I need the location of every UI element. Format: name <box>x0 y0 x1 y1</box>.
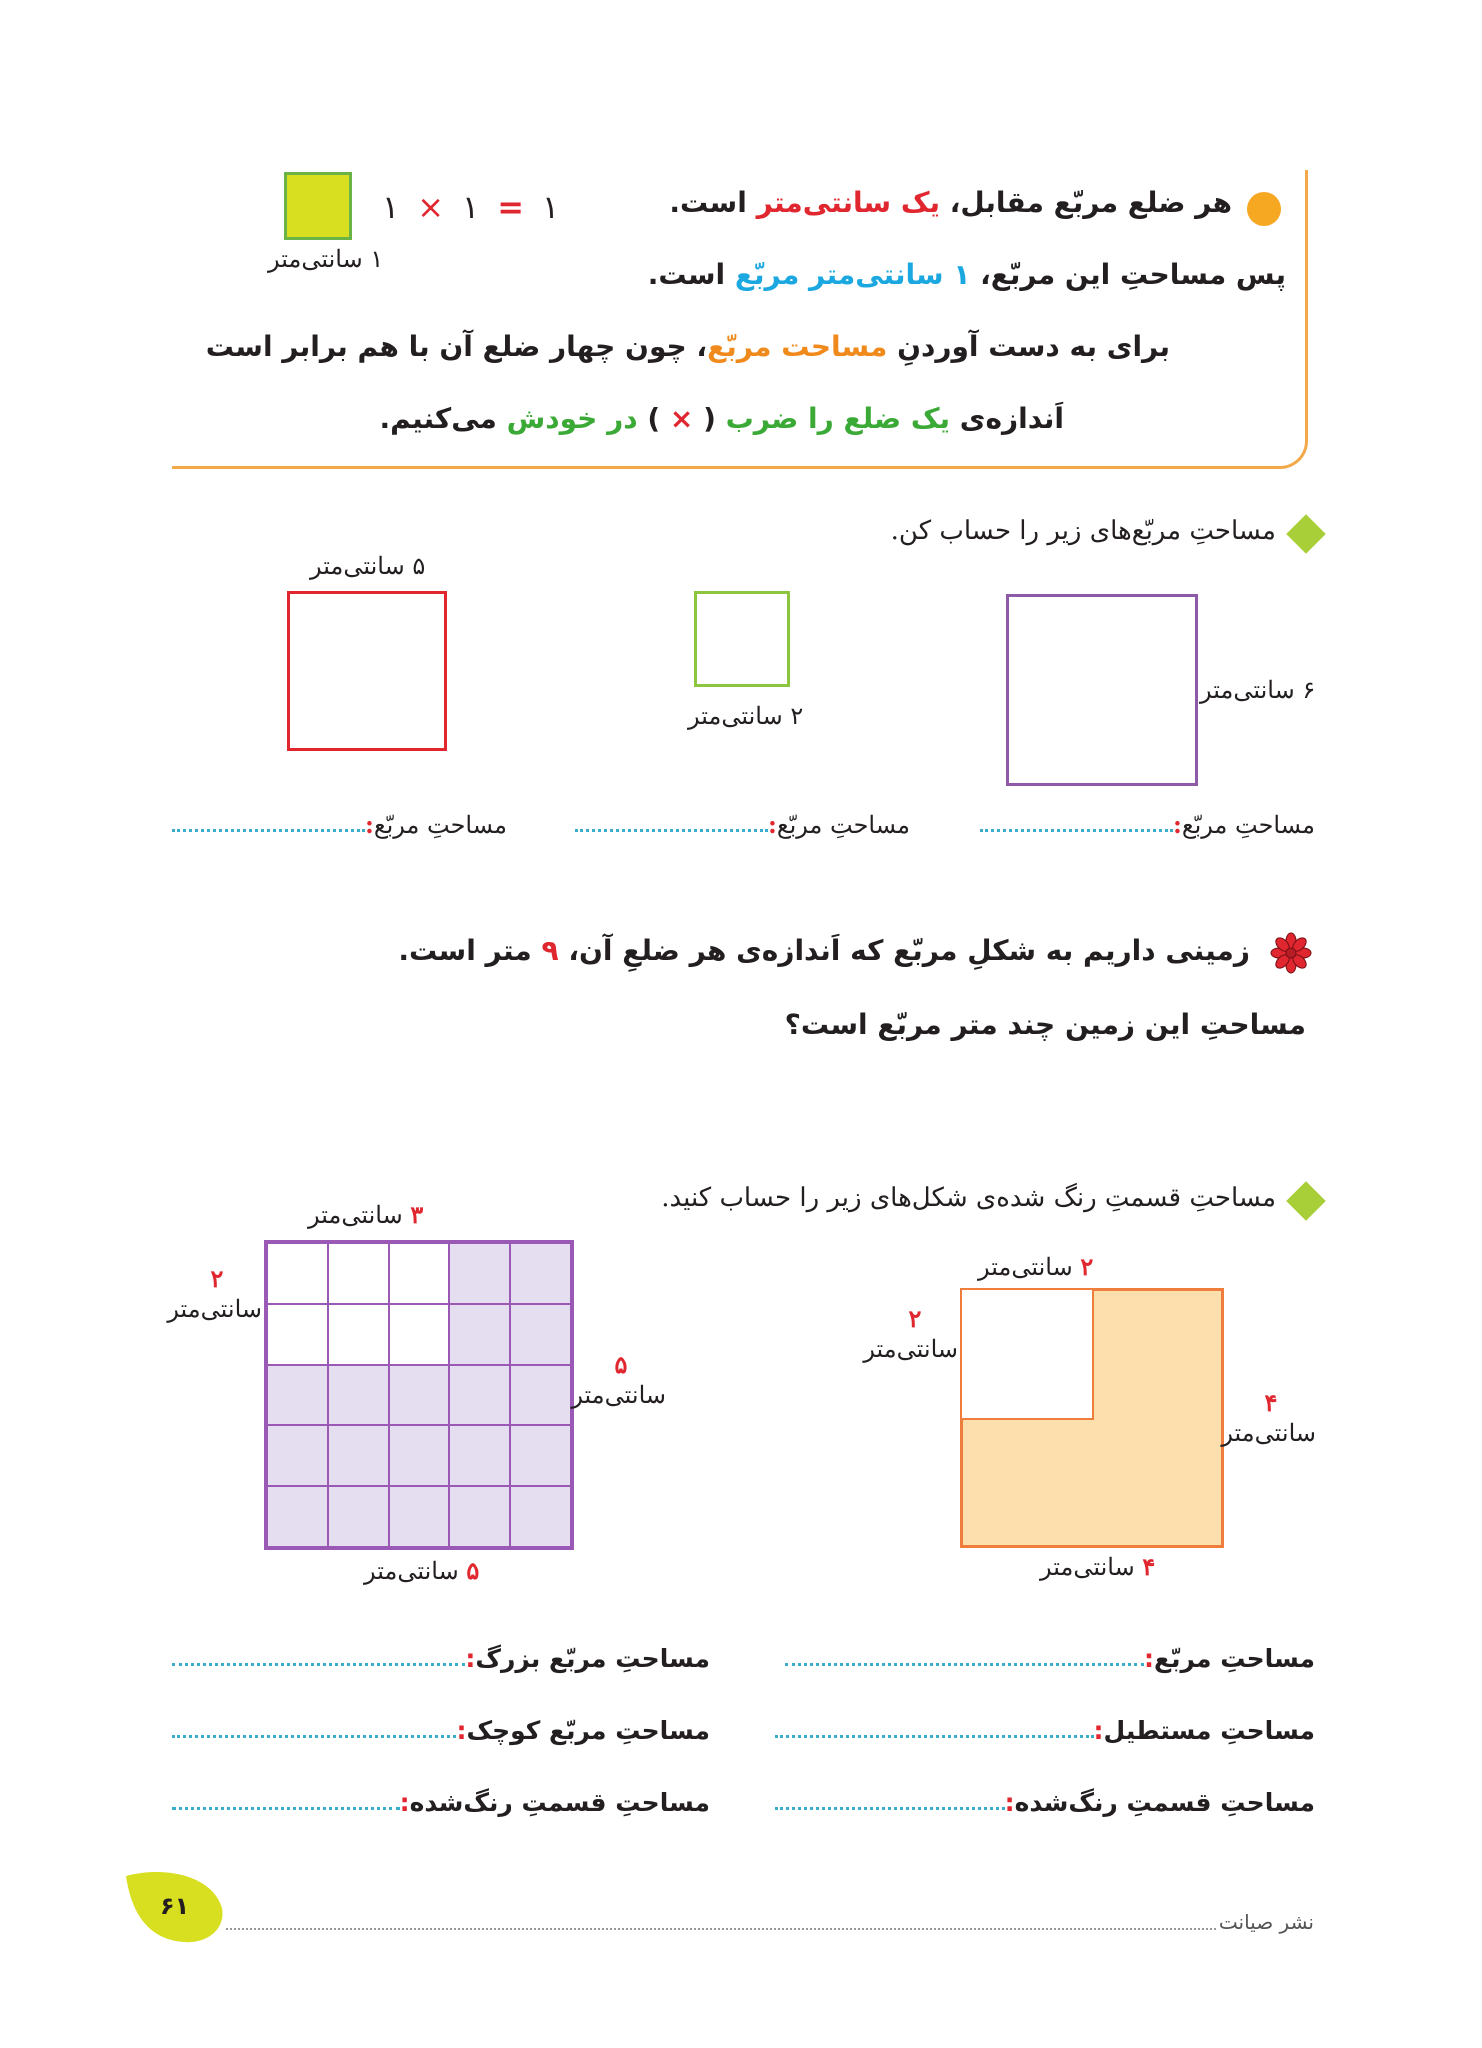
answer-blank[interactable] <box>980 829 1173 832</box>
exercise-2-line-2: مساحتِ این زمین چند متر مربّع است؟ <box>784 1008 1306 1041</box>
intro-line-2-highlight: ۱ سانتی‌متر مربّع <box>734 258 971 291</box>
dim-number: ۴ <box>1264 1388 1278 1417</box>
square-2cm-label: ۲ سانتی‌متر <box>688 702 804 730</box>
grid-cell-unshaded <box>389 1304 450 1365</box>
grid-cell-shaded <box>328 1365 389 1426</box>
intro-line-3-highlight: مساحت مربّع <box>707 330 888 363</box>
right-figure-right-label <box>1221 1388 1316 1448</box>
dim-number: ۲ <box>210 1264 224 1293</box>
answer-row-square <box>785 1644 1315 1673</box>
right-figure-left-label <box>863 1304 958 1364</box>
exercise-2-number: ۹ <box>541 934 559 967</box>
answer-row-small-square <box>172 1716 710 1745</box>
dim-number: ۲ <box>908 1304 922 1333</box>
answer-colon: : <box>767 810 777 839</box>
dim-unit: سانتی‌متر <box>978 1253 1073 1281</box>
unit-square-label: ۱ سانتی‌متر <box>268 245 384 273</box>
grid-cell-unshaded <box>267 1304 328 1365</box>
answer-colon: : <box>1004 1788 1015 1817</box>
intro-line-4-end: می‌کنیم. <box>379 402 507 435</box>
grid-cell-shaded <box>510 1243 571 1304</box>
exercise-2-line-1 <box>398 934 1250 967</box>
grid-cell-unshaded <box>328 1304 389 1365</box>
exercise-1-title: مساحتِ مربّع‌های زیر را حساب کن. <box>890 516 1276 546</box>
answer-row-big-square <box>172 1644 710 1673</box>
answer-row-shaded-left <box>172 1788 710 1817</box>
orange-bullet-icon <box>1247 192 1281 226</box>
answer-blank[interactable] <box>775 1807 1005 1810</box>
dim-unit: سانتی‌متر <box>167 1295 262 1323</box>
answer-row-shaded-right <box>775 1788 1315 1817</box>
footer-dotted-line <box>226 1928 1216 1930</box>
grid-cell-shaded <box>389 1425 450 1486</box>
grid-cell-shaded <box>389 1365 450 1426</box>
answer-colon: : <box>456 1716 467 1745</box>
grid-cell-shaded <box>449 1365 510 1426</box>
green-diamond-icon <box>1286 1181 1326 1221</box>
dim-number: ۳ <box>410 1200 424 1229</box>
intro-line-4-highlight: یک ضلع را ضرب <box>725 402 951 435</box>
answer-row-square-5cm <box>172 810 507 839</box>
left-figure-right-label <box>571 1350 666 1410</box>
square-5cm <box>287 591 447 751</box>
intro-line-1-end: است. <box>669 186 757 219</box>
paren-open: ( <box>693 402 726 435</box>
answer-label: مساحتِ مربّع <box>373 810 507 839</box>
grid-cell-shaded <box>267 1365 328 1426</box>
answer-label: مساحتِ مربّع کوچک <box>466 1716 710 1745</box>
dim-unit: سانتی‌متر <box>571 1381 666 1409</box>
answer-blank[interactable] <box>172 1663 465 1666</box>
answer-row-rectangle <box>775 1716 1315 1745</box>
exercise-2-text: زمینی داریم به شکلِ مربّع که اَندازه‌ی هر ضلعِ آن، <box>558 934 1250 967</box>
answer-blank[interactable] <box>775 1735 1094 1738</box>
green-diamond-icon <box>1286 514 1326 554</box>
right-figure-bottom-label <box>1040 1552 1155 1581</box>
answer-blank[interactable] <box>172 1807 400 1810</box>
square-2cm <box>694 591 790 687</box>
answer-row-square-2cm <box>575 810 910 839</box>
answer-colon: : <box>1172 810 1182 839</box>
right-figure-top-label <box>978 1252 1093 1281</box>
grid-square-5cm <box>264 1240 574 1550</box>
answer-label: مساحتِ مربّع <box>1154 1644 1315 1673</box>
multiply-sign: × <box>669 402 694 435</box>
grid-cell-shaded <box>449 1425 510 1486</box>
grid-cell-shaded <box>510 1304 571 1365</box>
grid-cell-shaded <box>510 1365 571 1426</box>
equation-result: ۱ <box>542 188 560 226</box>
grid-cell-shaded <box>389 1486 450 1547</box>
answer-blank[interactable] <box>575 829 768 832</box>
left-figure-left-label <box>167 1264 262 1324</box>
equation-operand-1: ۱ <box>382 188 400 226</box>
equation-multiply: × <box>417 188 444 226</box>
intro-line-2-end: است. <box>647 258 735 291</box>
grid-cell-shaded <box>267 1425 328 1486</box>
small-square-2cm-cutout <box>960 1288 1094 1420</box>
grid-cell-shaded <box>449 1486 510 1547</box>
dim-unit: سانتی‌متر <box>1040 1553 1135 1581</box>
dim-unit: سانتی‌متر <box>308 1201 403 1229</box>
grid-cell-shaded <box>510 1425 571 1486</box>
grid-cell-unshaded <box>389 1243 450 1304</box>
answer-colon: : <box>465 1644 476 1673</box>
exercise-2-end: متر است. <box>398 934 542 967</box>
intro-line-1-text: هر ضلع مربّع مقابل، <box>940 186 1232 219</box>
red-flower-icon <box>1270 932 1312 974</box>
dim-number: ۲ <box>1080 1252 1094 1281</box>
grid-cell-shaded <box>328 1486 389 1547</box>
dim-number: ۵ <box>614 1350 628 1379</box>
answer-colon: : <box>1093 1716 1104 1745</box>
exercise-3-title: مساحتِ قسمتِ رنگ شده‌ی شکل‌های زیر را حساب کنید. <box>661 1183 1276 1213</box>
dim-unit: سانتی‌متر <box>1221 1419 1316 1447</box>
square-5cm-label: ۵ سانتی‌متر <box>310 552 426 580</box>
paren-close: ) <box>637 402 670 435</box>
grid-cell-unshaded <box>267 1243 328 1304</box>
intro-line-4-highlight-2: در خودش <box>506 402 638 435</box>
answer-label: مساحتِ قسمتِ رنگ‌شده <box>409 1788 710 1817</box>
dim-number: ۴ <box>1142 1552 1156 1581</box>
left-figure-bottom-label <box>364 1556 479 1585</box>
answer-blank[interactable] <box>172 829 365 832</box>
grid-cell-shaded <box>449 1243 510 1304</box>
square-6cm-label: ۶ سانتی‌متر <box>1200 676 1316 704</box>
answer-colon: : <box>1144 1644 1154 1673</box>
equation <box>382 188 559 226</box>
grid-cell-unshaded <box>328 1243 389 1304</box>
intro-line-2 <box>648 258 1286 291</box>
intro-line-1 <box>669 186 1232 219</box>
answer-label: مساحتِ مربّع <box>776 810 910 839</box>
answer-row-square-6cm <box>980 810 1315 839</box>
intro-line-3-text: برای به دست آوردنِ <box>887 330 1170 363</box>
answer-colon: : <box>399 1788 410 1817</box>
publisher-name: نشر صیانت <box>1218 1910 1314 1934</box>
grid-cell-shaded <box>328 1425 389 1486</box>
answer-label: مساحتِ مربّع بزرگ <box>475 1644 710 1673</box>
intro-line-2-text: پس مساحتِ این مربّع، <box>970 258 1286 291</box>
equation-operand-2: ۱ <box>462 188 480 226</box>
equation-equals: = <box>497 188 524 226</box>
answer-blank[interactable] <box>785 1663 1144 1666</box>
answer-colon: : <box>364 810 374 839</box>
dim-unit: سانتی‌متر <box>364 1557 459 1585</box>
dim-unit: سانتی‌متر <box>863 1335 958 1363</box>
square-6cm <box>1006 594 1198 786</box>
grid-cell-shaded <box>510 1486 571 1547</box>
intro-line-4-text: اَندازه‌ی <box>950 402 1064 435</box>
dim-number: ۵ <box>466 1556 480 1585</box>
answer-blank[interactable] <box>172 1735 456 1738</box>
unit-square <box>284 172 352 240</box>
left-figure-top-label <box>308 1200 423 1229</box>
intro-line-3 <box>206 330 1170 363</box>
intro-line-4 <box>379 402 1064 435</box>
answer-label: مساحتِ مستطیل <box>1103 1716 1315 1745</box>
page-number: ۶۱ <box>160 1892 190 1920</box>
grid-cell-shaded <box>267 1486 328 1547</box>
intro-line-3-end: ، چون چهار ضلع آن با هم برابر است <box>205 330 708 363</box>
grid-cell-shaded <box>449 1304 510 1365</box>
intro-line-1-highlight: یک سانتی‌متر <box>756 186 941 219</box>
answer-label: مساحتِ مربّع <box>1181 810 1315 839</box>
answer-label: مساحتِ قسمتِ رنگ‌شده <box>1014 1788 1315 1817</box>
